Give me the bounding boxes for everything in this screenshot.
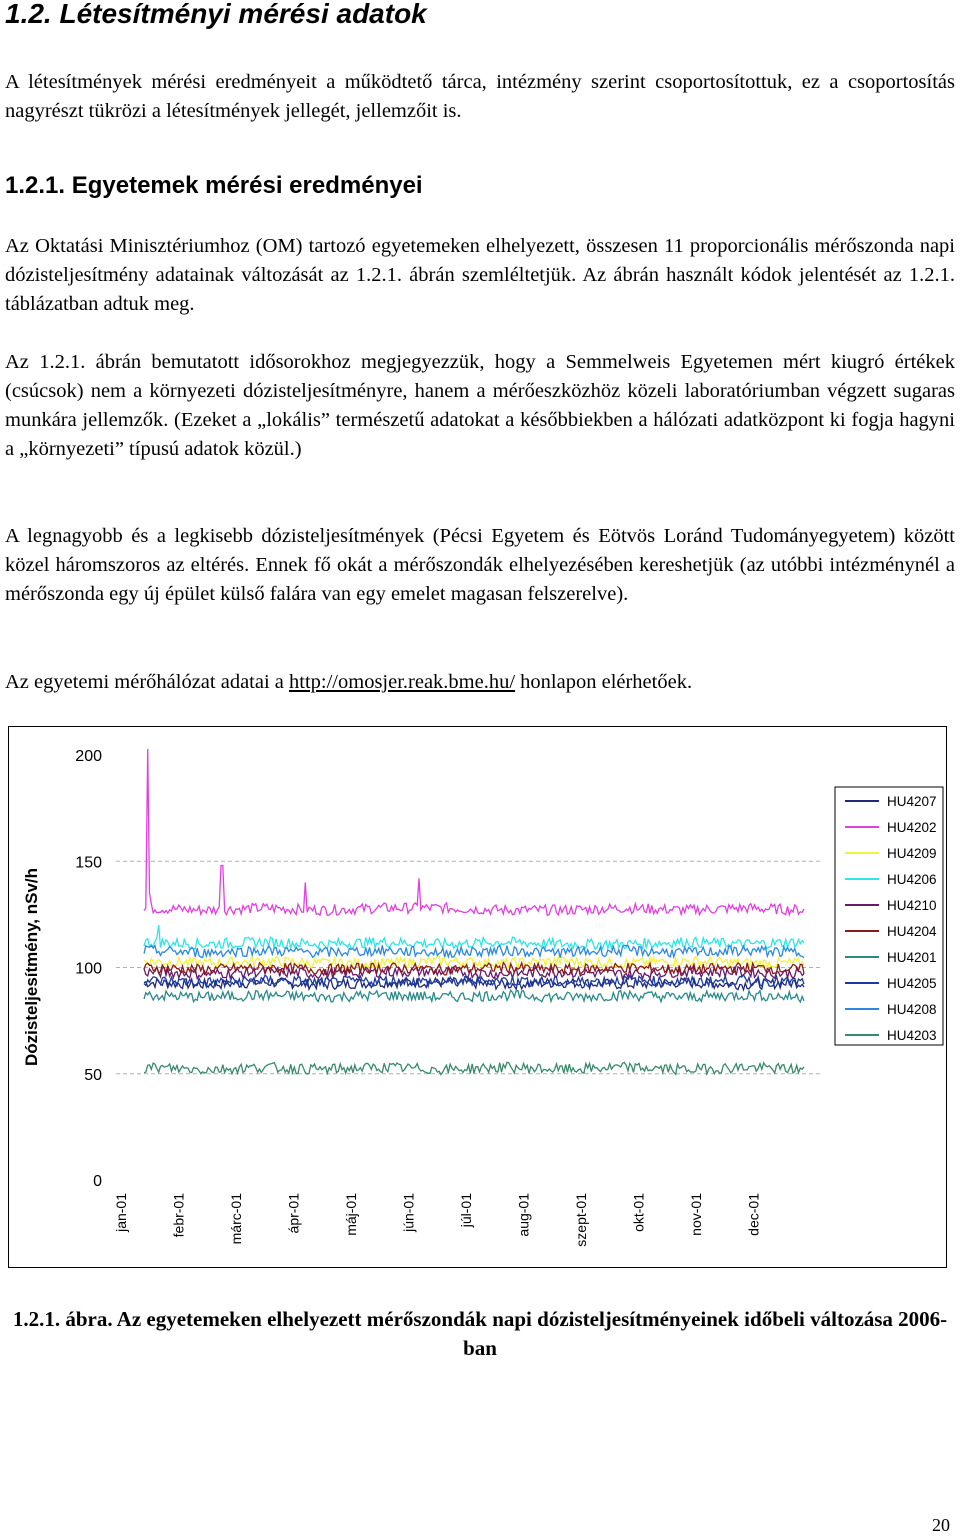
series-line-hu4203 — [144, 1062, 804, 1074]
y-tick-label: 200 — [75, 748, 102, 765]
legend-label: HU4209 — [887, 846, 937, 861]
x-tick-label: jún-01 — [400, 1193, 417, 1232]
chart-frame — [8, 726, 947, 1268]
series-line-hu4202 — [144, 749, 804, 915]
paragraph-4-after: honlapon elérhetőek. — [515, 671, 693, 693]
series-line-hu4201 — [144, 990, 804, 1002]
x-tick-label: szept-01 — [573, 1193, 589, 1247]
paragraph-4 — [5, 668, 955, 697]
subsection-heading: 1.2.1. Egyetemek mérési eredményei — [5, 172, 423, 199]
x-tick-label: dec-01 — [745, 1193, 762, 1236]
x-tick-label: ápr-01 — [285, 1193, 302, 1234]
y-tick-label: 50 — [84, 1066, 102, 1084]
x-tick-label: aug-01 — [515, 1193, 532, 1237]
paragraph-1: Az Oktatási Minisztériumhoz (OM) tartozó egyetemeken elhelyezett, összesen 11 proporcionális mérőszonda napi dózisteljesítmény adatainak változását az 1.2.1. ábrán szemléltetjük. Az ábrán használt kódok jelentését az 1.2.1. táblázatban adtuk meg. — [5, 235, 955, 315]
series-line-hu4206 — [144, 925, 804, 949]
caption-number: 1.2.1. ábra. — [12, 1307, 113, 1331]
y-tick-label: 150 — [75, 854, 102, 872]
series-line-hu4208 — [144, 945, 804, 957]
x-tick-label: márc-01 — [228, 1193, 244, 1245]
x-tick-label: okt-01 — [630, 1193, 647, 1232]
legend-label: HU4208 — [887, 1002, 937, 1017]
intro-paragraph: A létesítmények mérési eredményeit a működtető tárca, intézmény szerint csoportosítottuk, ez a csoportosítás nagyrészt tükrözi a létesítmények jellegét, jellemzőit is. — [5, 71, 955, 122]
y-tick-label: 0 — [93, 1173, 102, 1190]
x-tick-label: júl-01 — [458, 1193, 474, 1228]
paragraph-2: Az 1.2.1. ábrán bemutatott idősorokhoz megjegyezzük, hogy a Semmelweis Egyetemen mért kiugró értékek (csúcsok) nem a környezeti dózisteljesítményre, hanem a mérőeszközhöz közeli laboratóriumban végzett sugaras munkára jellemzők. (Ezeket a „lokális” természetű adatokat a későbbiekben a hálózati adatközpont ki fogja hagyni a „környezeti” típusú adatok közül.) — [5, 351, 955, 460]
section-heading: 1.2. Létesítményi mérési adatok — [5, 0, 427, 29]
legend-label: HU4210 — [887, 898, 937, 913]
omosjer-link[interactable]: http://omosjer.reak.bme.hu/ — [289, 671, 516, 693]
legend-label: HU4205 — [887, 976, 937, 991]
x-tick-label: nov-01 — [688, 1193, 704, 1236]
series-line-hu4204 — [144, 963, 804, 975]
caption-text: Az egyetemeken elhelyezett mérőszondák napi dózisteljesítményeinek időbeli változása 2006-ban — [112, 1307, 948, 1360]
legend-label: HU4203 — [887, 1028, 937, 1043]
x-tick-label: febr-01 — [170, 1193, 187, 1238]
legend-label: HU4207 — [887, 794, 937, 809]
legend-label: HU4204 — [887, 924, 937, 939]
page-number: 20 — [932, 1515, 950, 1535]
paragraph-4-before: Az egyetemi mérőhálózat adatai a — [5, 671, 290, 693]
legend-label: HU4201 — [887, 950, 937, 965]
figure-caption — [5, 1305, 955, 1363]
legend-label: HU4206 — [887, 872, 937, 887]
x-tick-label: jan-01 — [113, 1193, 129, 1232]
y-axis-label: Dózisteljesítmény, nSv/h — [22, 867, 41, 1067]
paragraph-3: A legnagyobb és a legkisebb dózisteljesítmények (Pécsi Egyetem és Eötvös Loránd Tudományegyetem) között közel háromszoros az eltérés. Ennek fő okát a mérőszondák elhelyezésében kereshetjük (az utóbbi intézménynél a mérőszonda egy új épület külső falára van egy emelet magasan felszerelve). — [5, 525, 955, 605]
y-tick-label: 100 — [75, 960, 102, 978]
dose-rate-chart — [9, 727, 946, 1267]
x-tick-label: máj-01 — [343, 1193, 359, 1236]
legend-label: HU4202 — [887, 820, 937, 835]
